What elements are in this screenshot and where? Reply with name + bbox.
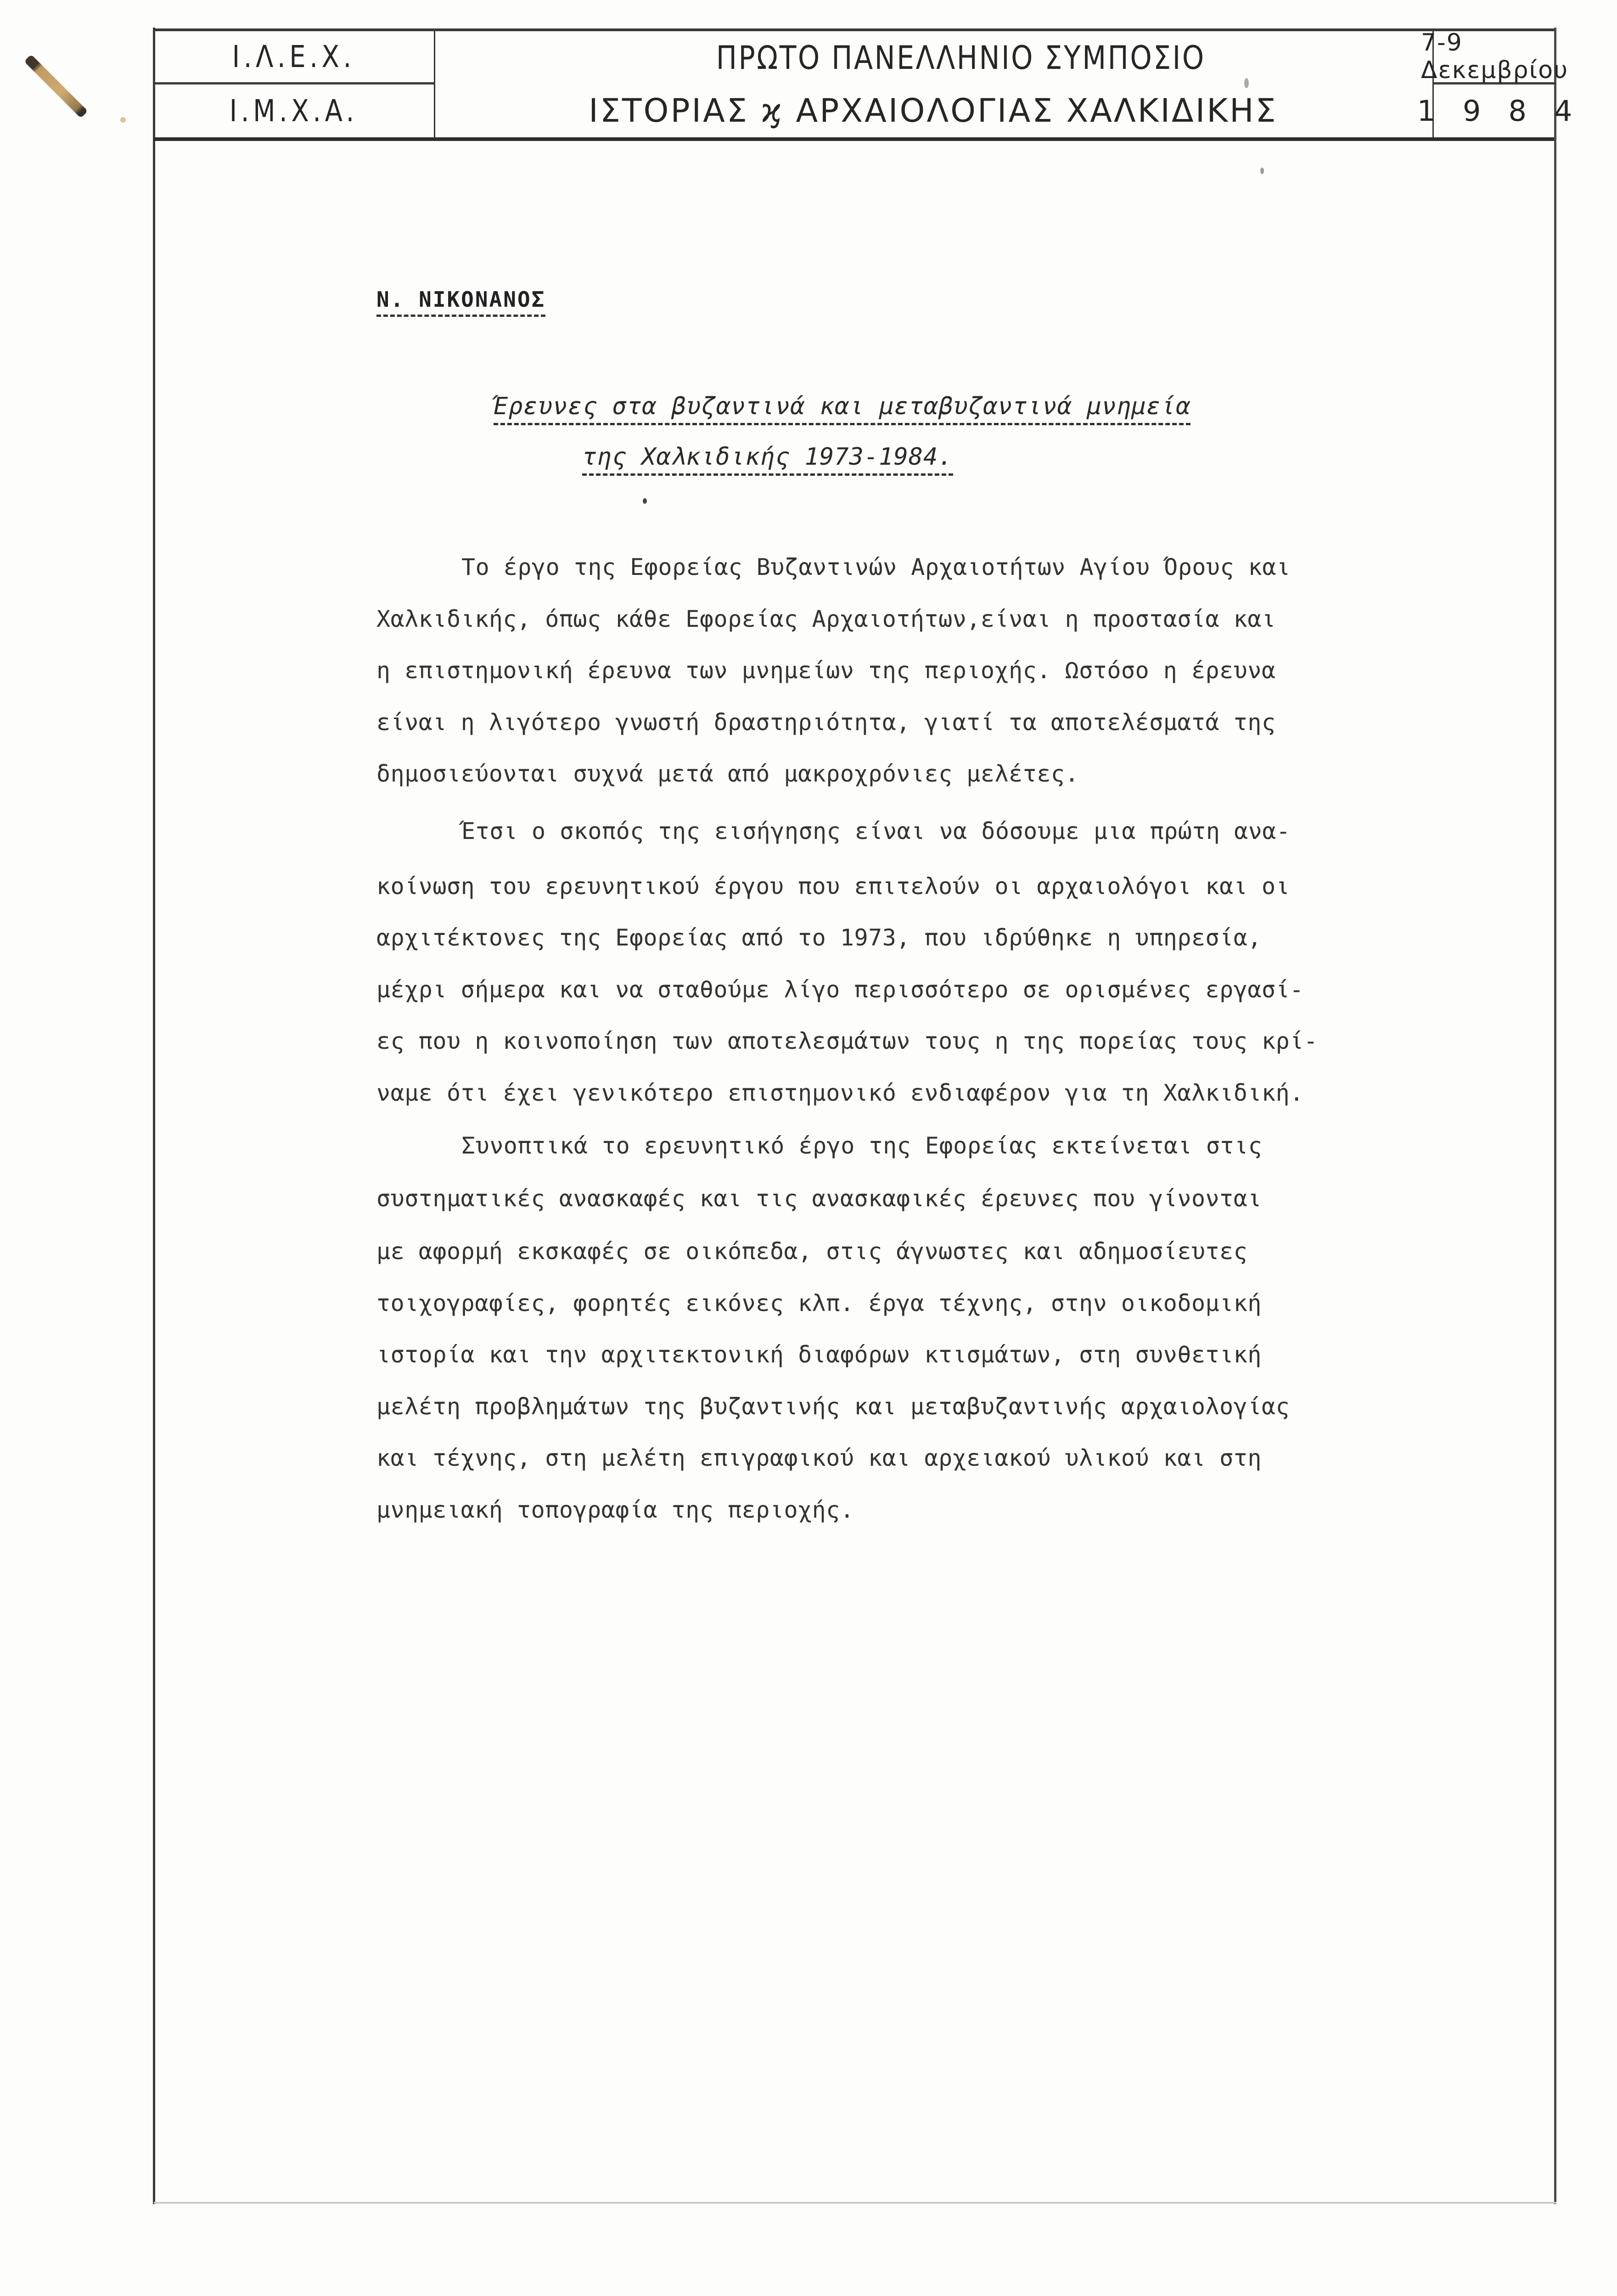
body-line: η επιστημονική έρευνα των μνημείων της περιοχής. Ωστόσο η έρευνα [376, 657, 1276, 684]
body-line: ναμε ότι έχει γενικότερο επιστημονικό ενδιαφέρον για τη Χαλκιδική. [376, 1080, 1304, 1106]
institute-abbr-bottom: I.M.X.A. [229, 93, 359, 129]
body-line: μελέτη προβλημάτων της βυζαντινής και μεταβυζαντινής αρχαιολογίας [376, 1393, 1290, 1420]
ink-speck [1244, 78, 1249, 88]
body-line: ες που η κοινοποίηση των αποτελεσμάτων τους η της πορείας τους κρί- [376, 1028, 1318, 1054]
body-line: Έτσι ο σκοπός της εισήγησης είναι να δόσουμε μια πρώτη ανα- [461, 818, 1291, 844]
body-line: κοίνωση του ερευνητικού έργου που επιτελούν οι αρχαιολόγοι και οι [376, 873, 1290, 900]
body-line: Συνοπτικά το ερευνητικό έργο της Εφορείας εκτείνεται στις [461, 1132, 1263, 1159]
body-line: και τέχνης, στη μελέτη επιγραφικού και αρχειακού υλικού και στη [376, 1445, 1262, 1471]
conference-dates: 7-9 Δεκεμβρίου [1420, 29, 1569, 84]
body-line: αρχιτέκτονες της Εφορείας από το 1973, που ιδρύθηκε η υπηρεσία, [376, 924, 1262, 951]
conference-title-line2: ΙΣΤΟΡΙΑΣ ϗ ΑΡΧΑΙΟΛΟΓΙΑΣ ΧΑΛΚΙΔΙΚΗΣ [589, 92, 1278, 130]
paper-title-line1: Έρευνες στα βυζαντινά και μεταβυζαντινά μνημεία [494, 393, 1190, 425]
conference-title-line1: ΠΡΩΤΟ ΠΑΝΕΛΛΗΝΙΟ ΣΥΜΠΟΣΙΟ [716, 39, 1206, 77]
ink-speck [643, 498, 647, 504]
body-line: Το έργο της Εφορείας Βυζαντινών Αρχαιοτήτων Αγίου Όρους και [461, 554, 1291, 580]
body-line: συστηματικές ανασκαφές και τις ανασκαφικές έρευνες που γίνονται [376, 1185, 1262, 1212]
author-name: Ν. ΝΙΚΟΝΑΝΟΣ [376, 287, 545, 317]
body-line: είναι η λιγότερο γνωστή δραστηριότητα, γιατί τα αποτελέσματά της [376, 709, 1276, 736]
paper-title-line2: της Χαλκιδικής 1973-1984. [582, 443, 953, 476]
body-line: μέχρι σήμερα και να σταθούμε λίγο περισσότερο σε ορισμένες εργασί- [376, 976, 1304, 1003]
conference-year: 1984 [1417, 94, 1600, 128]
body-line: με αφορμή εκσκαφές σε οικόπεδα, στις άγνωστες και αδημοσίευτες [376, 1238, 1248, 1265]
institute-abbr-top: I.Λ.Ε.Χ. [232, 39, 356, 74]
ink-speck [1260, 168, 1264, 174]
body-line: τοιχογραφίες, φορητές εικόνες κλπ. έργα τέχνης, στην οικοδομική [376, 1290, 1262, 1317]
body-line: Χαλκιδικής, όπως κάθε Εφορείας Αρχαιοτήτων,είναι η προστασία και [376, 606, 1276, 632]
body-line: μνημειακή τοπογραφία της περιοχής. [376, 1497, 854, 1523]
body-line: δημοσιεύονται συχνά μετά από μακροχρόνιες μελέτες. [376, 760, 1079, 787]
body-line: ιστορία και την αρχιτεκτονική διαφόρων κτισμάτων, στη συνθετική [376, 1341, 1262, 1368]
